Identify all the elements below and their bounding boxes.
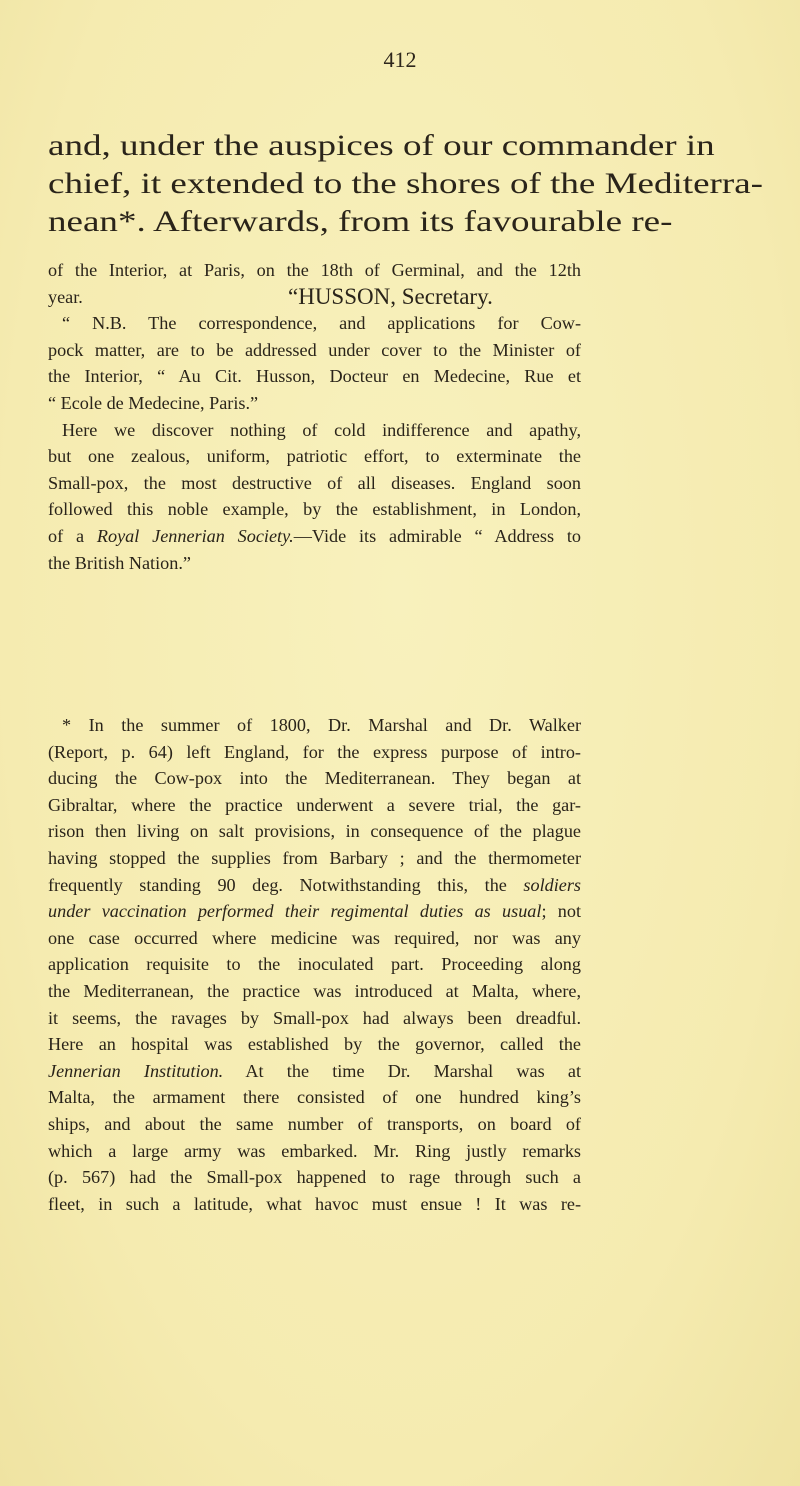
text-line: followed this noble example, by the establishment, in London, bbox=[48, 499, 581, 520]
text-line: the Mediterranean, the practice was introduced at Malta, where, bbox=[48, 980, 581, 1001]
footnote-block bbox=[48, 712, 581, 1217]
quoted-note-block bbox=[48, 257, 581, 576]
main-text-block bbox=[48, 127, 764, 241]
text-line: rison then living on salt provisions, in consequence of the plague bbox=[48, 821, 581, 842]
text-line: “ N.B. The correspondence, and applications for Cow- bbox=[62, 313, 581, 334]
text-line: Here an hospital was established by the governor, called the bbox=[48, 1034, 581, 1055]
text-line: and, under the auspices of our commander in bbox=[48, 129, 715, 162]
text-line: it seems, the ravages by Small-pox had always been dreadful. bbox=[48, 1007, 581, 1028]
text-line: but one zealous, uniform, patriotic effort, to exterminate the bbox=[48, 446, 581, 467]
text-fragment: ; not bbox=[541, 901, 582, 922]
text-line bbox=[48, 898, 581, 925]
text-fragment: frequently standing 90 deg. Notwithstanding this, the bbox=[48, 874, 507, 895]
italic-text: soldiers bbox=[523, 874, 582, 895]
text-line: ducing the Cow-pox into the Mediterranean. They began at bbox=[48, 768, 581, 789]
text-line: of the Interior, at Paris, on the 18th of Germinal, and the 12th bbox=[48, 260, 581, 280]
text-line: Small-pox, the most destructive of all diseases. England soon bbox=[48, 472, 581, 493]
text-line: (p. 567) had the Small-pox happened to rage through such a bbox=[48, 1167, 581, 1188]
text-fragment: of a bbox=[48, 525, 85, 546]
text-fragment: —Vide its admirable “ Address to bbox=[293, 525, 581, 546]
text-line: Here we discover nothing of cold indifference and apathy, bbox=[62, 419, 581, 440]
text-fragment: At the time Dr. Marshal was at bbox=[245, 1060, 581, 1081]
text-line: ships, and about the same number of transports, on board of bbox=[48, 1113, 581, 1134]
signature: “HUSSON, Secretary. bbox=[288, 283, 493, 309]
text-line: (Report, p. 64) left England, for the express purpose of intro- bbox=[48, 741, 581, 762]
text-line: fleet, in such a latitude, what havoc must ensue ! It was re- bbox=[48, 1193, 581, 1214]
text-line: “ Ecole de Medecine, Paris.” bbox=[48, 392, 259, 413]
text-line: the British Nation.” bbox=[48, 552, 191, 573]
text-line: the Interior, “ Au Cit. Husson, Docteur en Medecine, Rue et bbox=[48, 366, 581, 387]
text-line: * In the summer of 1800, Dr. Marshal and Dr. Walker bbox=[62, 715, 581, 735]
text-line bbox=[48, 523, 581, 550]
text-line bbox=[48, 1058, 581, 1085]
page-number: 412 bbox=[383, 47, 417, 72]
italic-institution-name: Jennerian Institution. bbox=[48, 1060, 224, 1081]
text-line: having stopped the supplies from Barbary ; and the thermometer bbox=[48, 847, 581, 868]
italic-text: under vaccination performed their regimental duties as usual bbox=[48, 901, 542, 922]
text-fragment: year. bbox=[48, 286, 83, 307]
text-line: one case occurred where medicine was required, nor was any bbox=[48, 927, 581, 948]
text-line bbox=[48, 872, 581, 899]
text-line: application requisite to the inoculated part. Proceeding along bbox=[48, 954, 581, 975]
text-line: Gibraltar, where the practice underwent a severe trial, the gar- bbox=[48, 794, 581, 815]
text-line bbox=[48, 284, 581, 311]
text-line: nean*. Afterwards, from its favourable re- bbox=[48, 205, 673, 238]
text-line: Malta, the armament there consisted of one hundred king’s bbox=[48, 1087, 581, 1108]
italic-society-name: Royal Jennerian Society. bbox=[96, 525, 294, 546]
text-line: chief, it extended to the shores of the Mediterra- bbox=[48, 167, 764, 200]
text-line: which a large army was embarked. Mr. Ring justly remarks bbox=[48, 1140, 581, 1161]
text-line: pock matter, are to be addressed under cover to the Minister of bbox=[48, 339, 581, 360]
